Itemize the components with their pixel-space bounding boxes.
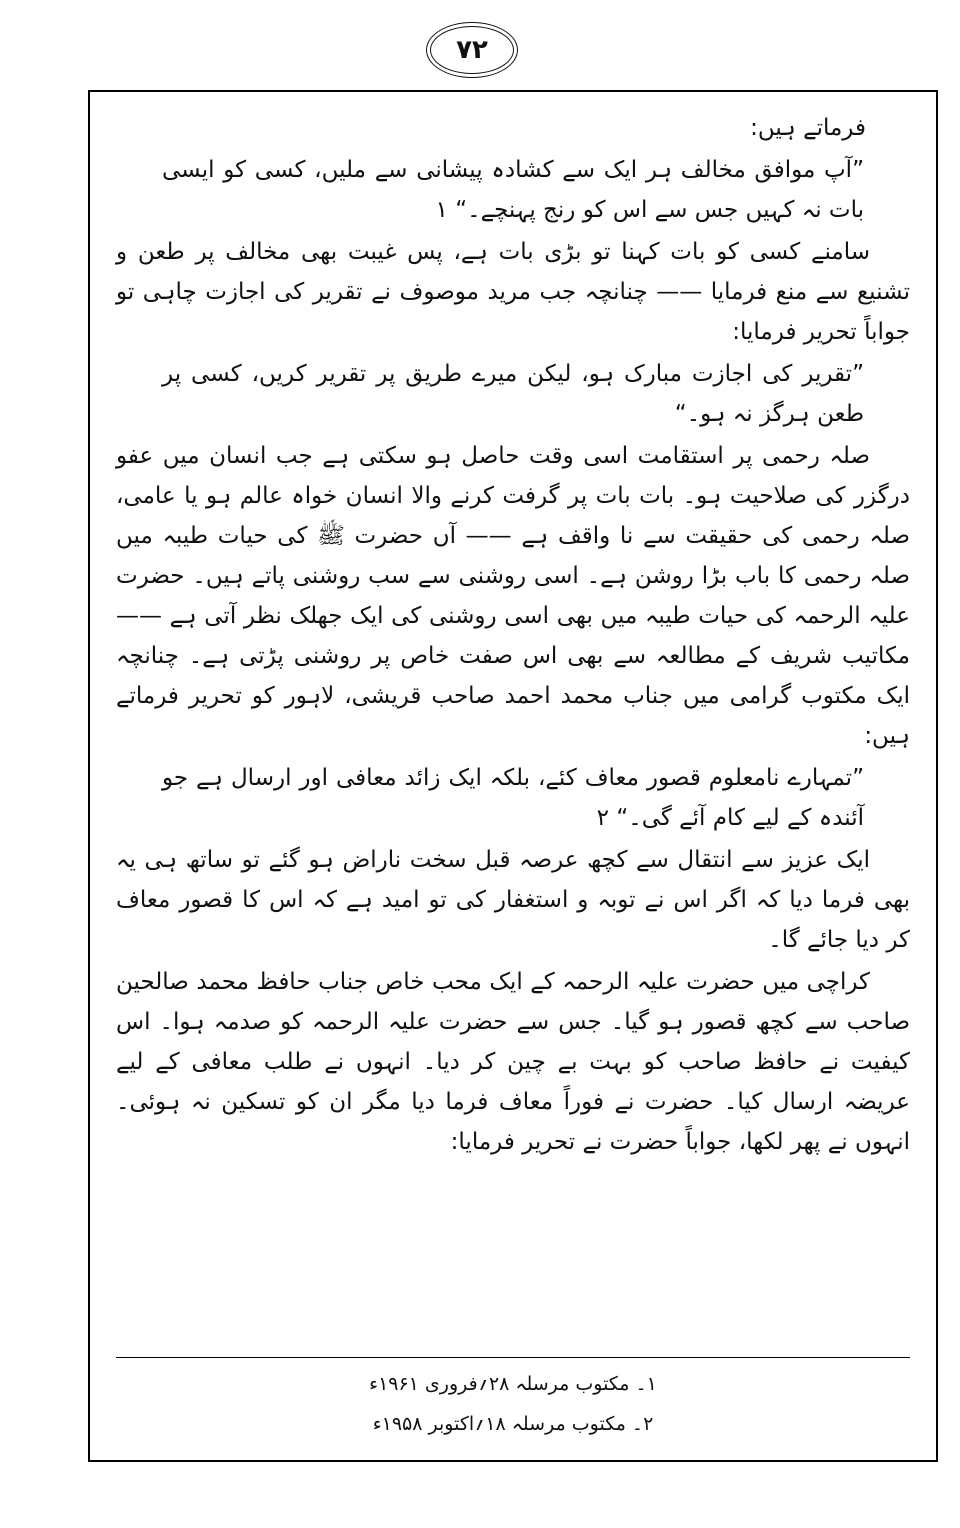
footnote-divider — [116, 1357, 910, 1358]
paragraph-sila-rehmi: صلہ رحمی پر استقامت اسی وقت حاصل ہو سکتی ہے جب انسان میں عفو درگزر کی صلاحیت ہو۔ بات بات پر گرفت کرنے والا انسان خواہ عالم ہو یا عامی، صلہ رحمی کی حقیقت سے نا واقف ہے —— آں حضرت ﷺ کی حیات طیبہ میں صلہ رحمی کا باب بڑا روشن ہے۔ اسی روشنی سے سب روشنی پاتے ہیں۔ حضرت علیہ الرحمہ کی حیات طیبہ میں بھی اسی روشنی کی ایک جھلک نظر آتی ہے —— مکاتیب شریف کے مطالعہ سے بھی اس صفت خاص پر روشنی پڑتی ہے۔ چنانچہ ایک مکتوب گرامی میں جناب محمد احمد صاحب قریشی، لاہور کو تحریر فرماتے ہیں: — [116, 443, 910, 749]
quotation-1: ”آپ موافق مخالف ہر ایک سے کشادہ پیشانی سے ملیں، کسی کو ایسی بات نہ کہیں جس سے اس کو رنج پہنچے۔“ ۱ — [162, 157, 864, 223]
quotation-3: ”تمہارے نامعلوم قصور معاف کئے، بلکہ ایک زائد معافی اور ارسال ہے جو آئندہ کے لیے کام آئے گی۔“ ۲ — [162, 765, 864, 831]
content-frame — [88, 90, 938, 1462]
paragraph-intro: فرماتے ہیں: — [750, 115, 866, 141]
paragraph-karachi-anecdote: کراچی میں حضرت علیہ الرحمہ کے ایک محب خاص جناب حافظ محمد صالحین صاحب سے کچھ قصور ہو گیا۔ جس سے حضرت علیہ الرحمہ کو صدمہ ہوا۔ اس کیفیت نے حافظ صاحب کو بہت بے چین کر دیا۔ انہوں نے طلب معافی کے لیے عریضہ ارسال کیا۔ حضرت نے فوراً معاف فرما دیا مگر ان کو تسکین نہ ہوئی۔ انہوں نے پھر لکھا، جواباً حضرت نے تحریر فرمایا: — [116, 969, 910, 1155]
footnote-1: ۱۔ مکتوب مرسلہ ۲۸؍فروری ۱۹۶۱ء — [369, 1373, 657, 1395]
page-number: ۷۲ — [456, 35, 488, 65]
quotation-2: ”تقریر کی اجازت مبارک ہو، لیکن میرے طریق پر تقریر کریں، کسی پر طعن ہرگز نہ ہو۔“ — [162, 361, 864, 427]
paragraph-aziz-anecdote: ایک عزیز سے انتقال سے کچھ عرصہ قبل سخت ناراض ہو گئے تو ساتھ ہی یہ بھی فرما دیا کہ اگر اس نے توبہ و استغفار کی تو امید ہے کہ اس کا قصور معاف کر دیا جائے گا۔ — [116, 847, 910, 953]
paragraph-commentary-1: سامنے کسی کو بات کہنا تو بڑی بات ہے، پس غیبت بھی مخالف پر طعن و تشنیع سے منع فرمایا —— چنانچہ جب مرید موصوف نے تقریر کی اجازت چاہی تو جواباً تحریر فرمایا: — [116, 239, 910, 345]
footnote-2: ۲۔ مکتوب مرسلہ ۱۸؍اکتوبر ۱۹۵۸ء — [372, 1413, 654, 1435]
page-number-badge — [430, 26, 514, 74]
